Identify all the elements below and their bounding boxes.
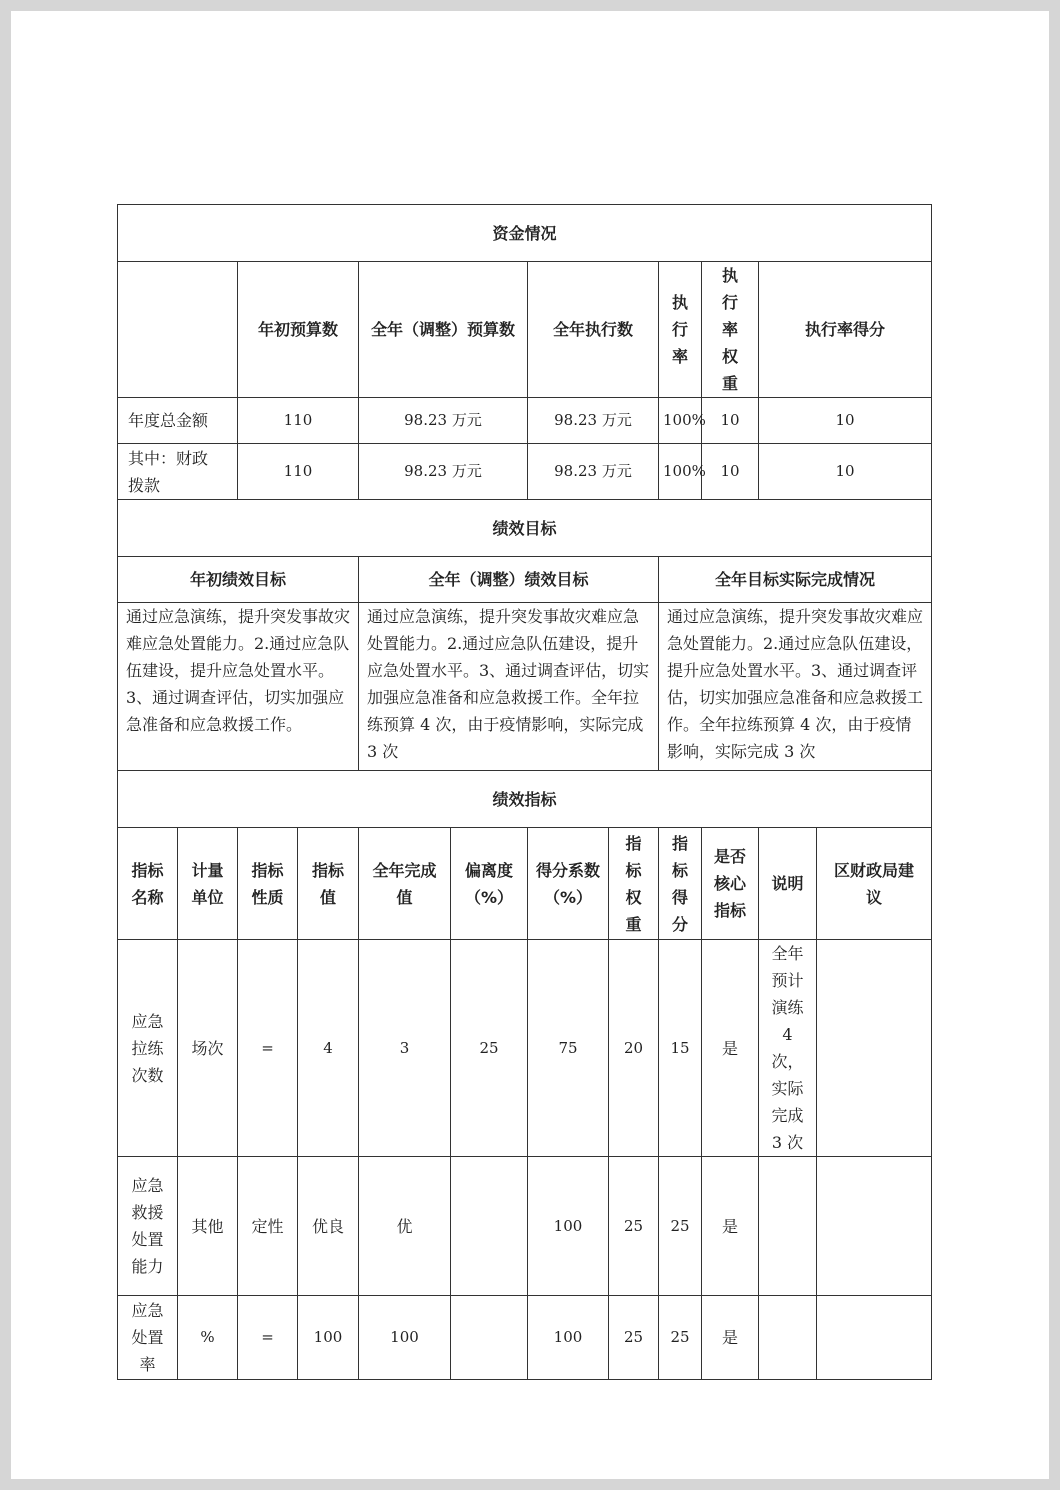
funds-row-rate: 100% <box>659 398 702 444</box>
goals-adjusted-text: 通过应急演练，提升突发事故灾难应急处置能力。2.通过应急队伍建设，提升应急处置水平。3、通过调查评估，切实加强应急准备和应急救援工作。全年拉练预算 4 次，由于疫情影响，实际完成 3 次 <box>359 603 659 771</box>
ind-coef: 75 <box>528 940 609 1157</box>
ind-score: 15 <box>659 940 702 1157</box>
ind-header-nature: 指标性质 <box>238 828 298 940</box>
funds-row-initial: 110 <box>238 444 359 500</box>
ind-header-core: 是否核心指标 <box>702 828 759 940</box>
funds-header-weight: 执行率权重 <box>702 262 759 398</box>
ind-advice <box>817 940 932 1157</box>
goals-initial-text: 通过应急演练，提升突发事故灾难应急处置能力。2.通过应急队伍建设，提升应急处置水平。3、通过调查评估，切实加强应急准备和应急救援工作。 <box>118 603 359 771</box>
ind-completed: 优 <box>359 1157 451 1296</box>
ind-nature: = <box>238 940 298 1157</box>
ind-advice <box>817 1296 932 1380</box>
indicators-header-row <box>118 828 932 940</box>
ind-header-score: 指标得分 <box>659 828 702 940</box>
funds-row-weight: 10 <box>702 398 759 444</box>
funds-title: 资金情况 <box>118 205 932 262</box>
funds-header-adjusted: 全年（调整）预算数 <box>359 262 528 398</box>
ind-header-completed: 全年完成值 <box>359 828 451 940</box>
ind-weight: 25 <box>609 1157 659 1296</box>
ind-note <box>759 1296 817 1380</box>
funds-row-label: 其中：财政拨款 <box>118 444 238 500</box>
funds-row-executed: 98.23 万元 <box>528 398 659 444</box>
ind-nature: 定性 <box>238 1157 298 1296</box>
goals-header-row <box>118 557 932 603</box>
ind-header-note: 说明 <box>759 828 817 940</box>
goals-header-initial: 年初绩效目标 <box>118 557 359 603</box>
ind-note: 全年预计演练 4 次，实际完成 3 次 <box>759 940 817 1157</box>
funds-row-score: 10 <box>759 444 932 500</box>
indicators-title: 绩效指标 <box>118 771 932 828</box>
ind-header-value: 指标值 <box>298 828 359 940</box>
ind-header-name: 指标名称 <box>118 828 178 940</box>
indicators-section-row <box>118 771 932 828</box>
ind-value: 优良 <box>298 1157 359 1296</box>
ind-value: 100 <box>298 1296 359 1380</box>
funds-row-initial: 110 <box>238 398 359 444</box>
ind-deviation <box>451 1157 528 1296</box>
ind-completed: 3 <box>359 940 451 1157</box>
ind-deviation <box>451 1296 528 1380</box>
funds-row-adjusted: 98.23 万元 <box>359 398 528 444</box>
ind-header-weight: 指标权重 <box>609 828 659 940</box>
goals-content-row <box>118 603 932 771</box>
funds-header-blank <box>118 262 238 398</box>
goals-title: 绩效目标 <box>118 500 932 557</box>
ind-header-unit: 计量单位 <box>178 828 238 940</box>
ind-coef: 100 <box>528 1157 609 1296</box>
goals-actual-text: 通过应急演练，提升突发事故灾难应急处置能力。2.通过应急队伍建设，提升应急处置水平。3、通过调查评估，切实加强应急准备和应急救援工作。全年拉练预算 4 次，由于疫情影响，实际完成 3 次 <box>659 603 932 771</box>
ind-deviation: 25 <box>451 940 528 1157</box>
indicator-row <box>118 1157 932 1296</box>
funds-row-executed: 98.23 万元 <box>528 444 659 500</box>
funds-row-rate: 100% <box>659 444 702 500</box>
funds-header-rate: 执行率 <box>659 262 702 398</box>
ind-score: 25 <box>659 1157 702 1296</box>
ind-coef: 100 <box>528 1296 609 1380</box>
ind-header-deviation: 偏离度（%） <box>451 828 528 940</box>
funds-header-row <box>118 262 932 398</box>
ind-completed: 100 <box>359 1296 451 1380</box>
ind-name: 应急救援处置能力 <box>118 1157 178 1296</box>
ind-core: 是 <box>702 940 759 1157</box>
ind-core: 是 <box>702 1157 759 1296</box>
funds-row-label: 年度总金额 <box>118 398 238 444</box>
funds-row <box>118 444 932 500</box>
indicator-row <box>118 940 932 1157</box>
funds-section-row <box>118 205 932 262</box>
ind-score: 25 <box>659 1296 702 1380</box>
ind-header-advice: 区财政局建议 <box>817 828 932 940</box>
goals-header-adjusted: 全年（调整）绩效目标 <box>359 557 659 603</box>
funds-row-weight: 10 <box>702 444 759 500</box>
goals-section-row <box>118 500 932 557</box>
funds-row <box>118 398 932 444</box>
indicator-row <box>118 1296 932 1380</box>
document-page <box>11 11 1049 1479</box>
ind-note <box>759 1157 817 1296</box>
ind-value: 4 <box>298 940 359 1157</box>
ind-unit: % <box>178 1296 238 1380</box>
ind-advice <box>817 1157 932 1296</box>
goals-header-actual: 全年目标实际完成情况 <box>659 557 932 603</box>
funds-header-score: 执行率得分 <box>759 262 932 398</box>
ind-weight: 25 <box>609 1296 659 1380</box>
ind-nature: = <box>238 1296 298 1380</box>
ind-weight: 20 <box>609 940 659 1157</box>
ind-unit: 其他 <box>178 1157 238 1296</box>
ind-name: 应急拉练次数 <box>118 940 178 1157</box>
ind-header-coef: 得分系数（%） <box>528 828 609 940</box>
ind-core: 是 <box>702 1296 759 1380</box>
ind-name: 应急处置率 <box>118 1296 178 1380</box>
funds-header-initial: 年初预算数 <box>238 262 359 398</box>
funds-row-score: 10 <box>759 398 932 444</box>
performance-table <box>117 204 932 1380</box>
funds-header-executed: 全年执行数 <box>528 262 659 398</box>
ind-unit: 场次 <box>178 940 238 1157</box>
funds-row-adjusted: 98.23 万元 <box>359 444 528 500</box>
